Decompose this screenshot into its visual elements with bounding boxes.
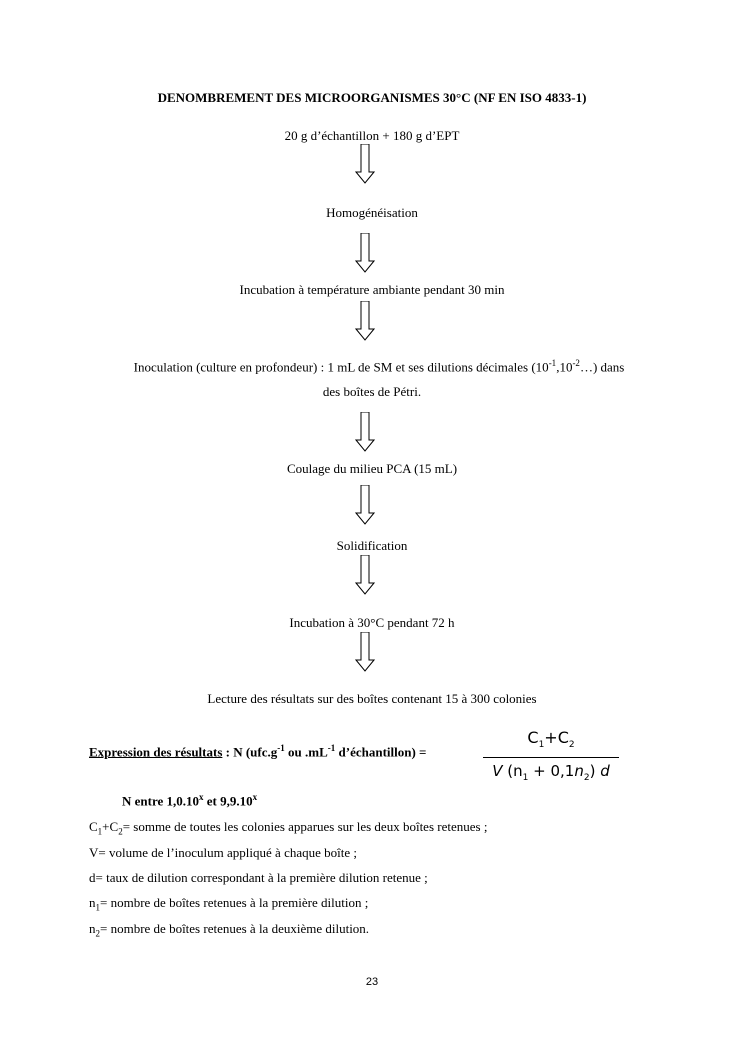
step-incubation-30c: Incubation à 30°C pendant 72 h: [289, 615, 455, 630]
definition-d: d= taux de dilution correspondant à la première dilution retenue ;: [89, 870, 428, 885]
range-statement: N entre 1,0.10$^x$ et 9,9.10$^x$: [122, 792, 258, 809]
step-solidification: Solidification: [336, 538, 408, 553]
page-number: 23: [365, 976, 379, 988]
page-title: DENOMBREMENT DES MICROORGANISMES 30°C (NF EN ISO 4833-1): [157, 90, 587, 105]
definition-v: V= volume de l’inoculum appliqué à chaque boîte ;: [89, 845, 357, 860]
down-arrow-icon: [355, 144, 375, 184]
formula-numerator: $C_1+C_2$: [527, 728, 575, 751]
expression-label: Expression des résultats : N ($ufc.g^{-1}$ ou $.mL^{-1}$ d’échantillon) =: [89, 743, 427, 760]
down-arrow-icon: [355, 632, 375, 672]
step-incubation-ambient: Incubation à température ambiante pendant 30 min: [239, 282, 505, 297]
step-reading-results: Lecture des résultats sur des boîtes contenant 15 à 300 colonies: [207, 691, 537, 706]
definition-n2: $n_2=$ nombre de boîtes retenues à la deuxième dilution.: [89, 921, 370, 939]
definition-n1: $n_1=$ nombre de boîtes retenues à la première dilution ;: [89, 895, 369, 913]
down-arrow-icon: [355, 301, 375, 341]
step-homogenisation: Homogénéisation: [326, 205, 418, 220]
formula-denominator: V $(n_1 + 0,1n_2)$ d: [492, 762, 610, 784]
step-sample-prep: 20 g d’échantillon + 180 g d’EPT: [284, 128, 460, 143]
down-arrow-icon: [355, 233, 375, 273]
step-inoculation-line2: des boîtes de Pétri.: [322, 384, 422, 399]
formula-fraction: [483, 728, 619, 788]
step-pouring-pca: Coulage du milieu PCA (15 mL): [286, 461, 458, 476]
down-arrow-icon: [355, 555, 375, 595]
step-inoculation: Inoculation (culture en profondeur) : 1 mL de SM et ses dilutions décimales $(10^{-1},10^{-2}\dots)$ dans: [133, 358, 625, 375]
down-arrow-icon: [355, 485, 375, 525]
fraction-bar: [483, 757, 619, 758]
definition-c1-c2: $C_1+C_2=$ somme de toutes les colonies apparues sur les deux boîtes retenues ;: [89, 819, 488, 837]
down-arrow-icon: [355, 412, 375, 452]
